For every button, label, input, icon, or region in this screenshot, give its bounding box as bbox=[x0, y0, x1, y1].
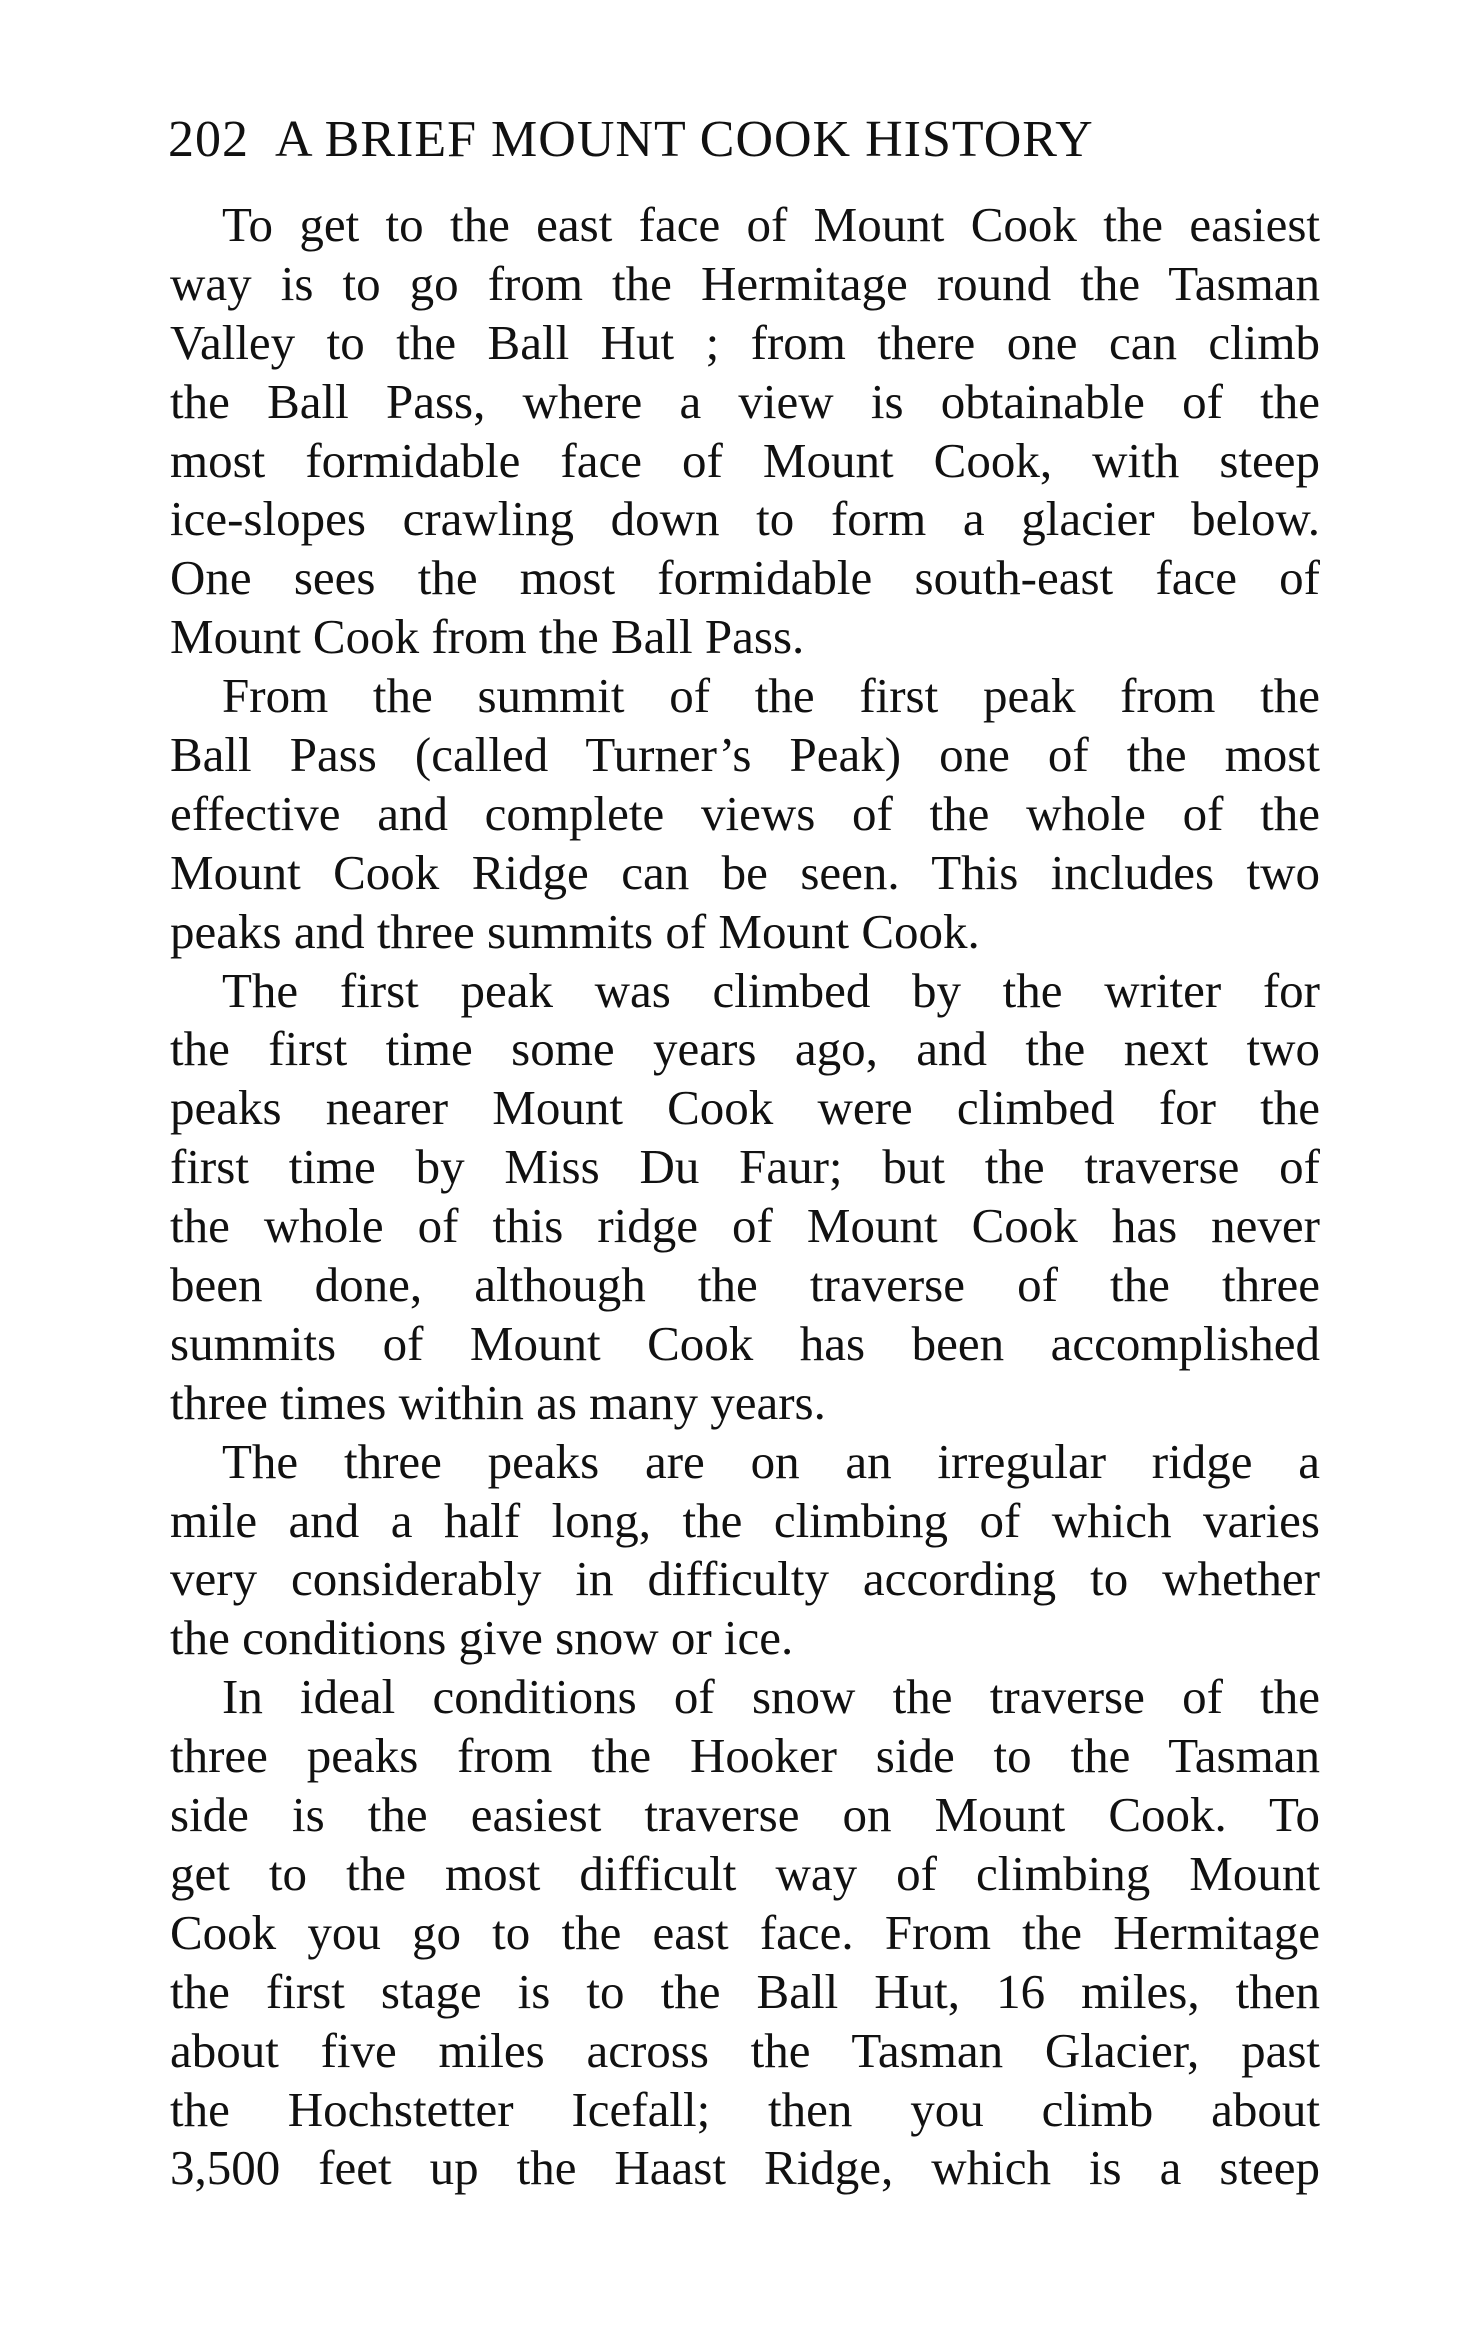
text-line: peaks and three summits of Mount Cook. bbox=[170, 903, 980, 959]
text-line: three times within as many years. bbox=[170, 1374, 826, 1430]
text-line: side is the easiest traverse on Mount Cook. To bbox=[170, 1787, 1320, 1843]
paragraph bbox=[170, 1668, 1320, 2198]
text-line: first time by Miss Du Faur; but the traverse of bbox=[170, 1139, 1320, 1195]
text-line: In ideal conditions of snow the traverse of the bbox=[222, 1669, 1320, 1725]
text-line: been done, although the traverse of the three bbox=[170, 1257, 1320, 1313]
text-line: the first stage is to the Ball Hut, 16 miles, then bbox=[170, 1963, 1320, 2019]
text-line: the Hochstetter Icefall; then you climb about bbox=[170, 2081, 1320, 2137]
text-line: Valley to the Ball Hut ; from there one can climb bbox=[170, 314, 1320, 370]
text-line: the whole of this ridge of Mount Cook has never bbox=[170, 1198, 1320, 1254]
paragraph bbox=[170, 1433, 1320, 1669]
text-line: Mount Cook from the Ball Pass. bbox=[170, 609, 805, 665]
text-line: The three peaks are on an irregular ridge a bbox=[222, 1433, 1320, 1489]
text-line: the Ball Pass, where a view is obtainable of the bbox=[170, 373, 1320, 429]
text-line: Cook you go to the east face. From the Hermitage bbox=[170, 1904, 1320, 1960]
text-line: about five miles across the Tasman Glacier, past bbox=[170, 2022, 1320, 2078]
body-text bbox=[170, 196, 1320, 2198]
text-line: effective and complete views of the whole of the bbox=[170, 785, 1320, 841]
text-line: Mount Cook Ridge can be seen. This includes two bbox=[170, 844, 1320, 900]
text-line: From the summit of the first peak from the bbox=[222, 668, 1320, 724]
paragraph bbox=[170, 962, 1320, 1433]
text-line: get to the most difficult way of climbing Mount bbox=[170, 1845, 1320, 1901]
text-line: To get to the east face of Mount Cook the easiest bbox=[222, 197, 1320, 252]
running-title: A BRIEF MOUNT COOK HISTORY bbox=[275, 111, 1094, 168]
text-line: three peaks from the Hooker side to the Tasman bbox=[170, 1728, 1320, 1784]
text-line: mile and a half long, the climbing of which varies bbox=[170, 1492, 1320, 1548]
paragraph bbox=[170, 667, 1320, 961]
text-line: very considerably in difficulty according to whether bbox=[170, 1551, 1320, 1607]
text-line: One sees the most formidable south-east face of bbox=[170, 550, 1320, 606]
text-line: The first peak was climbed by the writer for bbox=[222, 962, 1320, 1018]
paragraph bbox=[170, 196, 1320, 667]
text-line: peaks nearer Mount Cook were climbed for the bbox=[170, 1080, 1320, 1136]
text-line: summits of Mount Cook has been accomplished bbox=[170, 1315, 1320, 1371]
page-number: 202 bbox=[168, 111, 249, 168]
text-line: 3,500 feet up the Haast Ridge, which is a steep bbox=[170, 2140, 1320, 2196]
text-line: most formidable face of Mount Cook, with steep bbox=[170, 432, 1320, 488]
text-line: way is to go from the Hermitage round the Tasman bbox=[170, 255, 1320, 311]
text-line: the conditions give snow or ice. bbox=[170, 1610, 794, 1666]
text-line: Ball Pass (called Turner’s Peak) one of the most bbox=[170, 727, 1320, 783]
text-line: ice-slopes crawling down to form a glacier below. bbox=[170, 491, 1320, 547]
text-line: the first time some years ago, and the next two bbox=[170, 1021, 1320, 1077]
running-header bbox=[168, 108, 1318, 172]
